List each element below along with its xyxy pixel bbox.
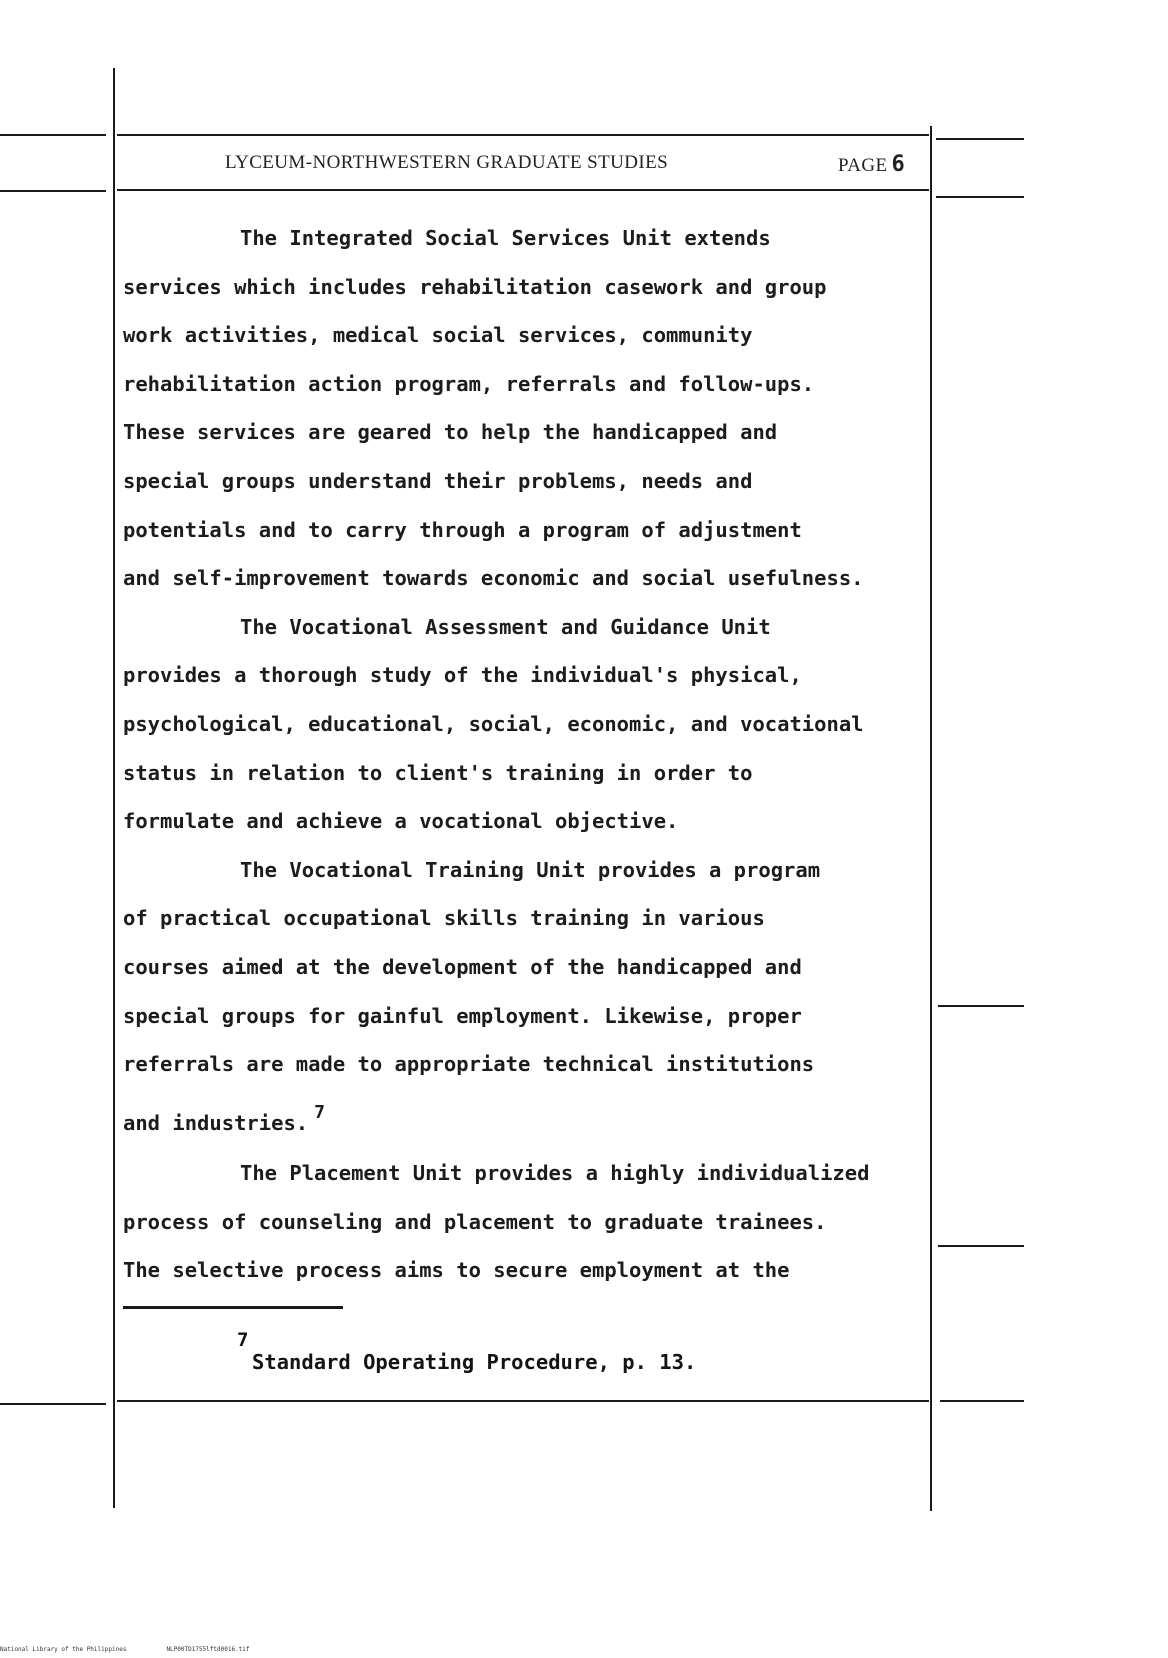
margin-rule-lower-left <box>0 1403 106 1405</box>
paragraph-3-line: referrals are made to appropriate technical institutions <box>123 1052 815 1077</box>
paragraph-2-line: psychological, educational, social, economic, and vocational <box>123 711 864 736</box>
paragraph-3-last-line <box>123 1089 973 1138</box>
scan-file: NLP00TD1755lftd0016.tif <box>166 1646 250 1653</box>
paragraph-1-line: The Integrated Social Services Unit extends <box>240 226 771 250</box>
left-frame-line <box>113 68 115 1508</box>
paragraph-1-line: special groups understand their problems, needs and <box>123 468 753 493</box>
paragraph-1-line: potentials and to carry through a program of adjustment <box>123 517 802 542</box>
paragraph-1-line: and self-improvement towards economic and social usefulness. <box>123 566 864 591</box>
paragraph-4-line: The Placement Unit provides a highly individualized <box>240 1161 870 1186</box>
footnote-reference: 7 <box>314 1101 325 1123</box>
paragraph-4-line: process of counseling and placement to graduate trainees. <box>123 1209 827 1234</box>
header-bottom-rule <box>117 189 929 191</box>
margin-rule-upper-left <box>0 190 106 192</box>
paragraph-3-line: The Vocational Training Unit provides a program <box>240 857 821 882</box>
margin-rule-top-left <box>0 134 106 136</box>
paragraph-1-line: These services are geared to help the handicapped and <box>123 420 778 445</box>
paragraph-2-line: status in relation to client's training in order to <box>123 760 753 785</box>
paragraph-1-line: rehabilitation action program, referrals and follow-ups. <box>123 371 815 396</box>
paragraph-3-line: of practical occupational skills training in various <box>123 906 765 931</box>
scan-caption <box>0 1646 290 1653</box>
paragraph-2-line: formulate and achieve a vocational objective. <box>123 809 679 834</box>
margin-rule-top-right <box>936 138 1024 140</box>
paragraph-3-line: courses aimed at the development of the handicapped and <box>123 954 802 979</box>
footnote-text: Standard Operating Procedure, p. 13. <box>252 1350 697 1374</box>
paragraph-1-line: work activities, medical social services, community <box>123 323 753 348</box>
paragraph-3-line: special groups for gainful employment. Likewise, proper <box>123 1003 802 1028</box>
margin-rule-upper-right <box>936 196 1024 198</box>
footer-rule <box>117 1400 929 1402</box>
paragraph-2-line: provides a thorough study of the individual's physical, <box>123 663 802 688</box>
page-number: 6 <box>891 152 906 177</box>
paragraph-3-line-text: and industries. <box>123 1110 309 1135</box>
paragraph-1-line: services which includes rehabilitation casework and group <box>123 274 827 299</box>
footnote-mark: 7 <box>237 1329 249 1351</box>
paragraph-2-line: The Vocational Assessment and Guidance Unit <box>240 614 771 639</box>
footnote-separator <box>123 1306 343 1309</box>
page-label <box>838 152 905 177</box>
page-label-text: PAGE <box>838 155 888 176</box>
body-text <box>123 214 973 1295</box>
margin-rule-lower-right <box>940 1400 1024 1402</box>
scan-source: National Library of the Philippines <box>0 1646 127 1653</box>
running-header-title: LYCEUM-NORTHWESTERN GRADUATE STUDIES <box>225 152 669 173</box>
header-top-rule <box>117 134 929 136</box>
paragraph-4-line: The selective process aims to secure employment at the <box>123 1258 790 1283</box>
